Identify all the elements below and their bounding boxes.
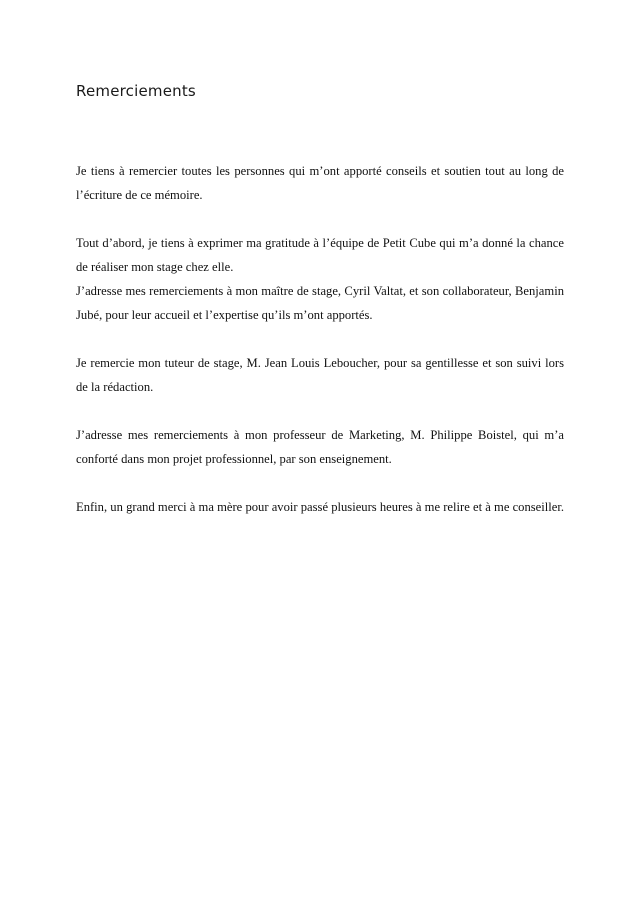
page-title: Remerciements: [76, 82, 196, 100]
paragraph-thanks-mother: Enfin, un grand merci à ma mère pour avoir passé plusieurs heures à me relire et à me conseiller.: [76, 500, 564, 514]
document-body: [76, 159, 564, 519]
paragraph-thanks-all: Je tiens à remercier toutes les personnes qui m’ont apporté conseils et soutien tout au long de l’écriture de ce mémoire.: [76, 164, 564, 202]
paragraph-thanks-supervisor: J’adresse mes remerciements à mon maître de stage, Cyril Valtat, et son collaborateur, Benjamin Jubé, pour leur accueil et l’expertise qu’ils m’ont apportés.: [76, 284, 564, 322]
paragraph-thanks-professor: J’adresse mes remerciements à mon professeur de Marketing, M. Philippe Boistel, qui m’a conforté dans mon projet professionnel, par son enseignement.: [76, 428, 564, 466]
paragraph-gratitude-team: Tout d’abord, je tiens à exprimer ma gratitude à l’équipe de Petit Cube qui m’a donné la chance de réaliser mon stage chez elle.: [76, 236, 564, 274]
paragraph-thanks-tutor: Je remercie mon tuteur de stage, M. Jean Louis Leboucher, pour sa gentillesse et son suivi lors de la rédaction.: [76, 356, 564, 394]
